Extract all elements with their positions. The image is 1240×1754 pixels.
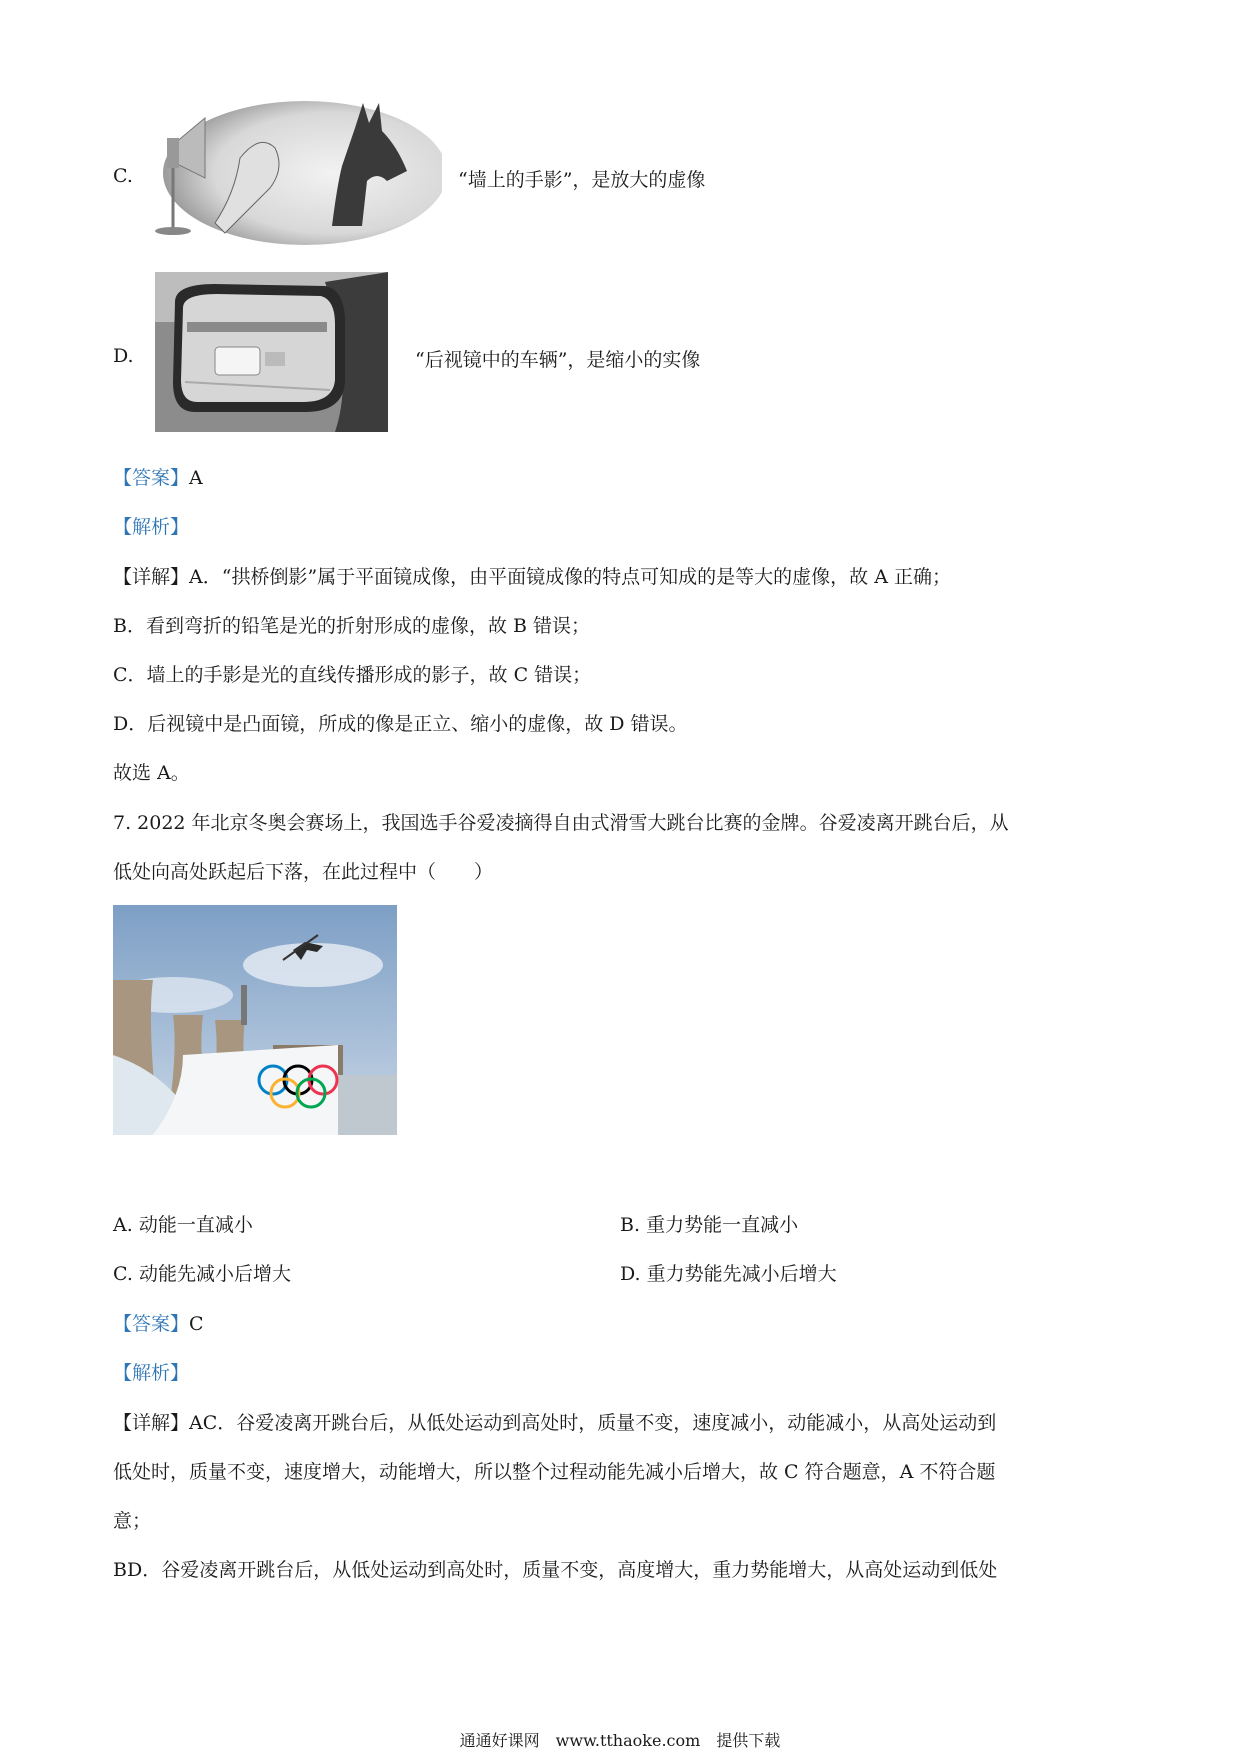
q6-analysis [113,512,189,539]
q6-detail-line-4: D．后视镜中是凸面镜，所成的像是正立、缩小的虚像，故 D 错误。 [113,713,688,735]
q6-detail-line-1 [113,562,951,589]
option-d-label: D. [113,345,134,367]
detail-tag: 【详解】 [113,1412,190,1434]
q7-detail-line-1 [113,1408,996,1435]
answer-value: C [189,1313,204,1335]
q7-answer [113,1309,204,1336]
q7-detail-line-4: BD．谷爱凌离开跳台后，从低处运动到高处时，质量不变，高度增大，重力势能增大，从高处运动到低处 [113,1559,998,1581]
q7-detail-line-2: 低处时，质量不变，速度增大，动能增大，所以整个过程动能先减小后增大，故 C 符合题意，A 不符合题 [113,1461,996,1483]
hand-shadow-image [145,98,442,248]
option-text: 重力势能一直减小 [646,1214,799,1236]
answer-tag: 【答案】 [113,467,190,489]
detail-tag: 【详解】 [113,566,190,588]
q6-answer [113,463,203,490]
rearview-mirror-image [155,272,388,432]
q7-option-b [620,1210,798,1237]
analysis-tag: 【解析】 [113,516,190,538]
q7-stem-line-2: 低处向高处跃起后下落，在此过程中（ ） [113,861,494,883]
detail-text: A．“拱桥倒影”属于平面镜成像，由平面镜成像的特点可知成的是等大的虚像，故 A 正确； [189,566,951,588]
option-label: B. [620,1214,641,1236]
q7-analysis [113,1358,189,1385]
ski-jump-image [113,905,397,1135]
option-label: C. [113,1263,133,1285]
option-text: 动能一直减小 [138,1214,253,1236]
q7-option-a [113,1210,253,1237]
analysis-tag: 【解析】 [113,1362,190,1384]
option-c-text: “墙上的手影”，是放大的虚像 [458,169,706,191]
q6-detail-line-3: C．墙上的手影是光的直线传播形成的影子，故 C 错误； [113,664,592,686]
q7-stem-line-1: 7. 2022 年北京冬奥会赛场上，我国选手谷爱凌摘得自由式滑雪大跳台比赛的金牌。谷爱凌离开跳台后，从 [113,812,1009,834]
option-c-label: C. [113,165,133,187]
option-label: D. [620,1263,641,1285]
page-footer: 通通好课网 www.tthaoke.com 提供下载 [459,1731,781,1750]
q6-detail-line-2: B．看到弯折的铅笔是光的折射形成的虚像，故 B 错误； [113,615,591,637]
answer-value: A [189,467,203,489]
option-label: A. [113,1214,133,1236]
answer-tag: 【答案】 [113,1313,190,1335]
detail-text: AC．谷爱凌离开跳台后，从低处运动到高处时，质量不变，速度减小，动能减小，从高处运动到 [189,1412,997,1434]
q7-detail-line-3: 意； [113,1510,152,1532]
option-text: 重力势能先减小后增大 [646,1263,837,1285]
q6-conclusion: 故选 A。 [113,762,190,784]
q7-option-d [620,1259,837,1286]
option-text: 动能先减小后增大 [138,1263,291,1285]
option-d-text: “后视镜中的车辆”，是缩小的实像 [415,349,701,371]
q7-option-c [113,1259,291,1286]
